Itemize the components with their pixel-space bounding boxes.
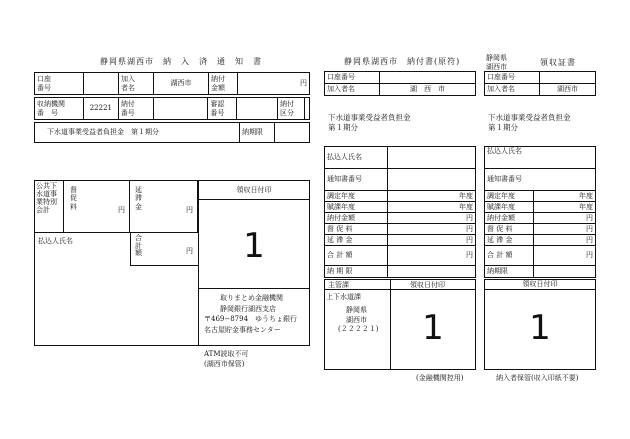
middle-receipt-label: 領収日付印 <box>410 281 445 289</box>
middle-item1: 下水道事業受益者負担金 <box>328 113 411 122</box>
middle-row-2-label: 納付金額 <box>325 213 388 224</box>
middle-row-0-unit: 年度 <box>388 191 476 202</box>
middle-payer-label: 払込人氏名 <box>325 147 388 169</box>
right-row-4-unit: 円 <box>534 235 596 246</box>
middle-row-6-label: 納 期 限 <box>325 266 388 278</box>
middle-row-5-label: 合 計 額 <box>325 246 388 266</box>
middle-detail-table <box>324 146 476 278</box>
right-row-0-unit: 年度 <box>534 191 596 202</box>
left-stamp-number: 1 <box>243 226 265 266</box>
right-stamp-number: 1 <box>529 308 551 348</box>
left-total-yen: 円 <box>186 247 193 255</box>
right-title-city: 湖西市 <box>486 63 507 71</box>
left-bank-value: 22221 <box>83 98 118 120</box>
middle-dept-line-2: 湖西市 <box>346 315 367 324</box>
left-account-table <box>34 72 310 95</box>
right-title-pref: 静岡県 <box>486 54 507 62</box>
middle-row-4-unit: 円 <box>388 235 476 246</box>
right-detail-table <box>484 146 596 278</box>
left-bank-line-0: 取りまとめ金融機関 <box>220 294 283 302</box>
middle-dept-lines <box>326 293 378 335</box>
left-entai-label: 延 滞 金 <box>135 186 142 211</box>
right-row-3-unit: 円 <box>534 224 596 235</box>
right-account-table <box>484 71 596 96</box>
right-row-2-unit: 円 <box>534 213 596 224</box>
left-atm-note: ATM読取不可 <box>204 350 249 358</box>
right-item2: 第１期分 <box>488 123 518 132</box>
middle-row-1-label: 賦課年度 <box>325 202 388 213</box>
left-total-label: 合 計 額 <box>135 234 142 258</box>
left-entai-yen: 円 <box>186 206 193 214</box>
left-kanyu-value: 湖西市 <box>154 73 209 95</box>
middle-stamp-number: 1 <box>422 308 444 348</box>
right-kanyu-label: 加入者名 <box>485 84 540 96</box>
right-row-3-label: 督 促 料 <box>485 224 534 235</box>
middle-notice-label: 通知書番号 <box>325 169 388 191</box>
right-row-4-label: 延 滞 金 <box>485 235 534 246</box>
right-row-5-unit: 円 <box>534 246 596 266</box>
middle-account-table <box>324 71 476 96</box>
middle-row-3-unit: 円 <box>388 224 476 235</box>
right-row-5-label: 合 計 額 <box>485 246 534 266</box>
right-row-6-label: 納期限 <box>485 266 534 278</box>
left-bank-label: 収納機関 番 号 <box>35 98 84 120</box>
middle-row-2-unit: 円 <box>388 213 476 224</box>
middle-kanyu-value: 湖 西 市 <box>380 84 476 96</box>
left-amount-yen: 円 <box>238 73 310 95</box>
right-koza-label: 口座番号 <box>485 72 540 84</box>
right-footer: 納入者保管(収入印紙不要) <box>496 374 579 382</box>
left-receipt-label: 領収日付印 <box>198 180 310 200</box>
left-bank-table <box>34 97 310 120</box>
middle-dept-line-3: (２２２２１) <box>338 325 379 334</box>
left-deadline-label: 納期限 <box>240 123 275 143</box>
middle-koza-label: 口座番号 <box>325 72 380 84</box>
left-nofu-no-label: 納付 番号 <box>118 98 153 120</box>
left-bank-line-2: 〒469−8794 ゆうちょ銀行 <box>204 315 298 323</box>
middle-dept-line-1: 静岡県 <box>346 306 367 315</box>
left-kanyu-label: 加入 者名 <box>119 73 154 95</box>
middle-row-4-label: 延 滞 金 <box>325 235 388 246</box>
right-row-1-label: 賦課年度 <box>485 202 534 213</box>
right-kanyu-value: 湖西市 <box>540 84 596 96</box>
left-tokusoku-label: 督 促 料 <box>70 186 77 211</box>
left-bank-line-3: 名古屋貯金事務センター <box>204 325 281 334</box>
middle-dept-line-0: 上下水道課 <box>326 293 361 301</box>
left-tokusoku-yen: 円 <box>118 206 125 214</box>
left-item-label: 下水道事業受益者負担金 第１期分 <box>35 123 240 143</box>
middle-row-3-label: 督 促 料 <box>325 224 388 235</box>
right-title-doc: 領収証書 <box>540 58 576 67</box>
right-payer-label: 払込人氏名 <box>485 147 596 169</box>
right-row-2-label: 納付金額 <box>485 213 534 224</box>
middle-footer: (金融機関控用) <box>416 374 464 382</box>
left-title: 静岡県湖西市 納 入 済 通 知 書 <box>100 57 262 66</box>
left-koza-label: 口座 番号 <box>35 73 84 95</box>
left-bank-lines <box>204 293 297 335</box>
middle-row-1-unit: 年度 <box>388 202 476 213</box>
middle-row-5-unit: 円 <box>388 246 476 266</box>
middle-kanyu-label: 加入者名 <box>325 84 380 96</box>
middle-item2: 第１期分 <box>328 123 358 132</box>
middle-dept-label: 主管課 <box>328 281 349 289</box>
right-row-1-unit: 年度 <box>534 202 596 213</box>
left-nofu-label: 納付 金額 <box>209 73 238 95</box>
left-bank-line-1: 静岡銀行湖西支店 <box>220 304 276 313</box>
middle-title: 静岡県湖西市 納付書(原符) <box>344 57 461 66</box>
right-row-0-label: 調定年度 <box>485 191 534 202</box>
left-keep-note: (湖西市保管) <box>204 360 245 368</box>
right-receipt-label: 領収日付印 <box>484 279 596 290</box>
left-payer-label: 払込人氏名 <box>38 237 73 245</box>
left-item-table <box>34 122 310 143</box>
right-item1: 下水道事業受益者負担金 <box>488 113 571 122</box>
left-kubun-label: 納付 区分 <box>277 98 304 120</box>
middle-row-0-label: 調定年度 <box>325 191 388 202</box>
left-public-label: 公共下 水道事 業特別 会計 <box>34 180 64 232</box>
left-shinsa-label: 審認 番号 <box>208 98 237 120</box>
right-notice-label: 通知書番号 <box>485 169 596 191</box>
